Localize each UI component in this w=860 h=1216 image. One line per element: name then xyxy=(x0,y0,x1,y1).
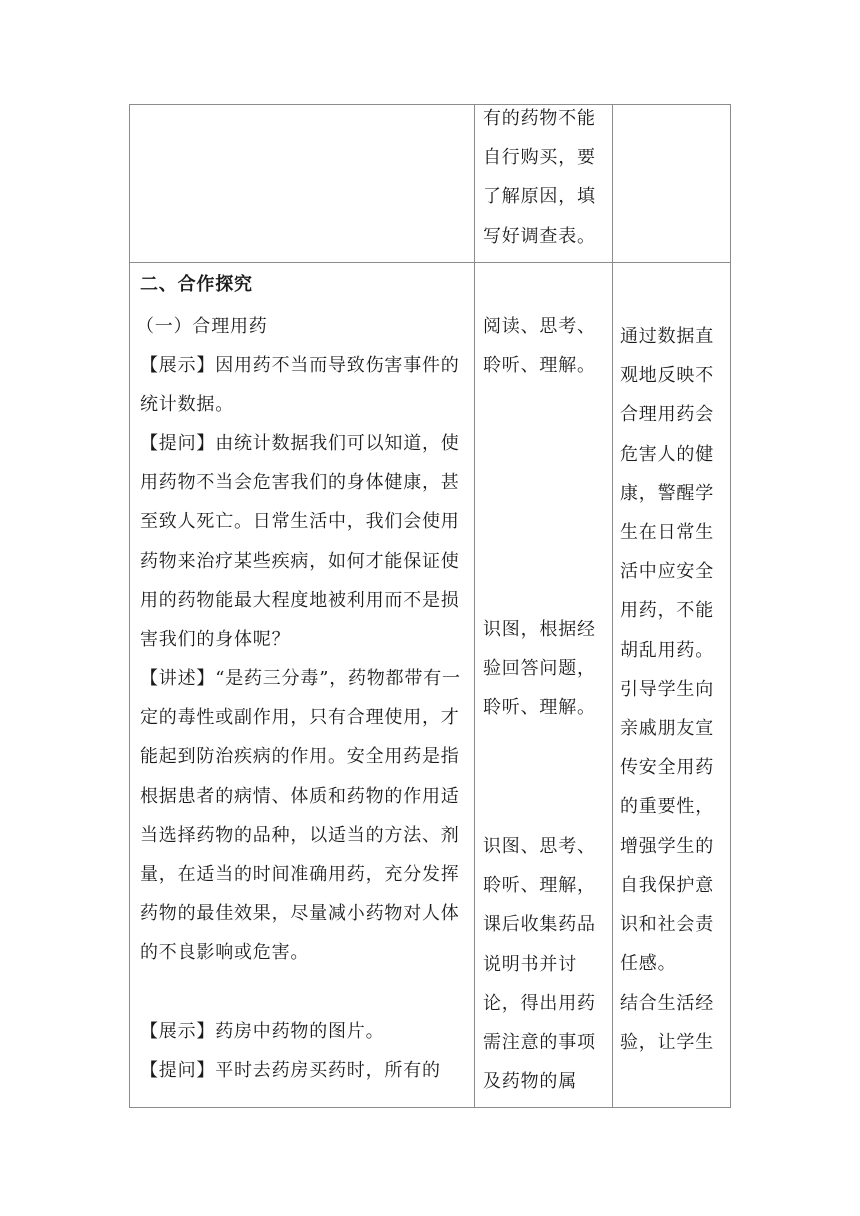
row-divider xyxy=(130,262,730,263)
lesson-plan-table xyxy=(129,104,731,1108)
row1-activity-line: 自行购买，要 xyxy=(483,147,596,169)
column-divider-2 xyxy=(612,105,613,1107)
teacher-paragraph-show-images: 【展示】药房中药物的图片。 xyxy=(140,1021,385,1042)
section-title: 二、合作探究 xyxy=(140,274,253,295)
row1-activity-line: 了解原因，填 xyxy=(483,186,596,208)
teacher-paragraph-question-2: 【提问】平时去药房买药时，所有的 xyxy=(140,1060,441,1081)
design-intent-1: 通过数据直观地反映不合理用药会危害人的健康，警醒学生在日常生活中应安全用药，不能胡乱用药。引导学生向亲戚朋友宣传安全用药的重要性，增强学生的自我保护意识和社会责任感。 xyxy=(620,326,714,975)
student-activity-1: 阅读、思考、聆听、理解。 xyxy=(483,316,596,377)
teacher-paragraph-show-data: 【展示】因用药不当而导致伤害事件的统计数据。 xyxy=(140,355,460,416)
design-intent-2: 结合生活经验，让学生 xyxy=(620,993,714,1054)
column-divider-1 xyxy=(474,105,475,1107)
student-activity-2: 识图，根据经验回答问题，聆听、理解。 xyxy=(483,619,596,719)
row1-student-activity xyxy=(483,99,611,256)
subsection-title: （一）合理用药 xyxy=(136,316,268,337)
row1-activity-line: 有的药物不能 xyxy=(483,108,596,129)
teacher-paragraph-question: 【提问】由统计数据我们可以知道，使用药物不当会危害我们的身体健康，甚至致人死亡。日常生活中，我们会使用药物来治疗某些疾病，如何才能保证使用的药物能最大程度地被利用而不是损害我们的身体呢？ xyxy=(140,433,460,651)
student-activity-3: 识图、思考、聆听、理解，课后收集药品说明书并讨论，得出用药需注意的事项及药物的属 xyxy=(483,836,596,1093)
teacher-paragraph-lecture: 【讲述】“是药三分毒”，药物都带有一定的毒性或副作用，只有合理使用，才能起到防治疾病的作用。安全用药是指根据患者的病情、体质和药物的作用适当选择药物的品种，以适当的方法、剂量，在适当的时间准确用药，充分发挥药物的最佳效果，尽量减小药物对人体的不良影响或危害。 xyxy=(140,668,461,964)
row1-activity-line: 写好调查表。 xyxy=(483,225,596,247)
